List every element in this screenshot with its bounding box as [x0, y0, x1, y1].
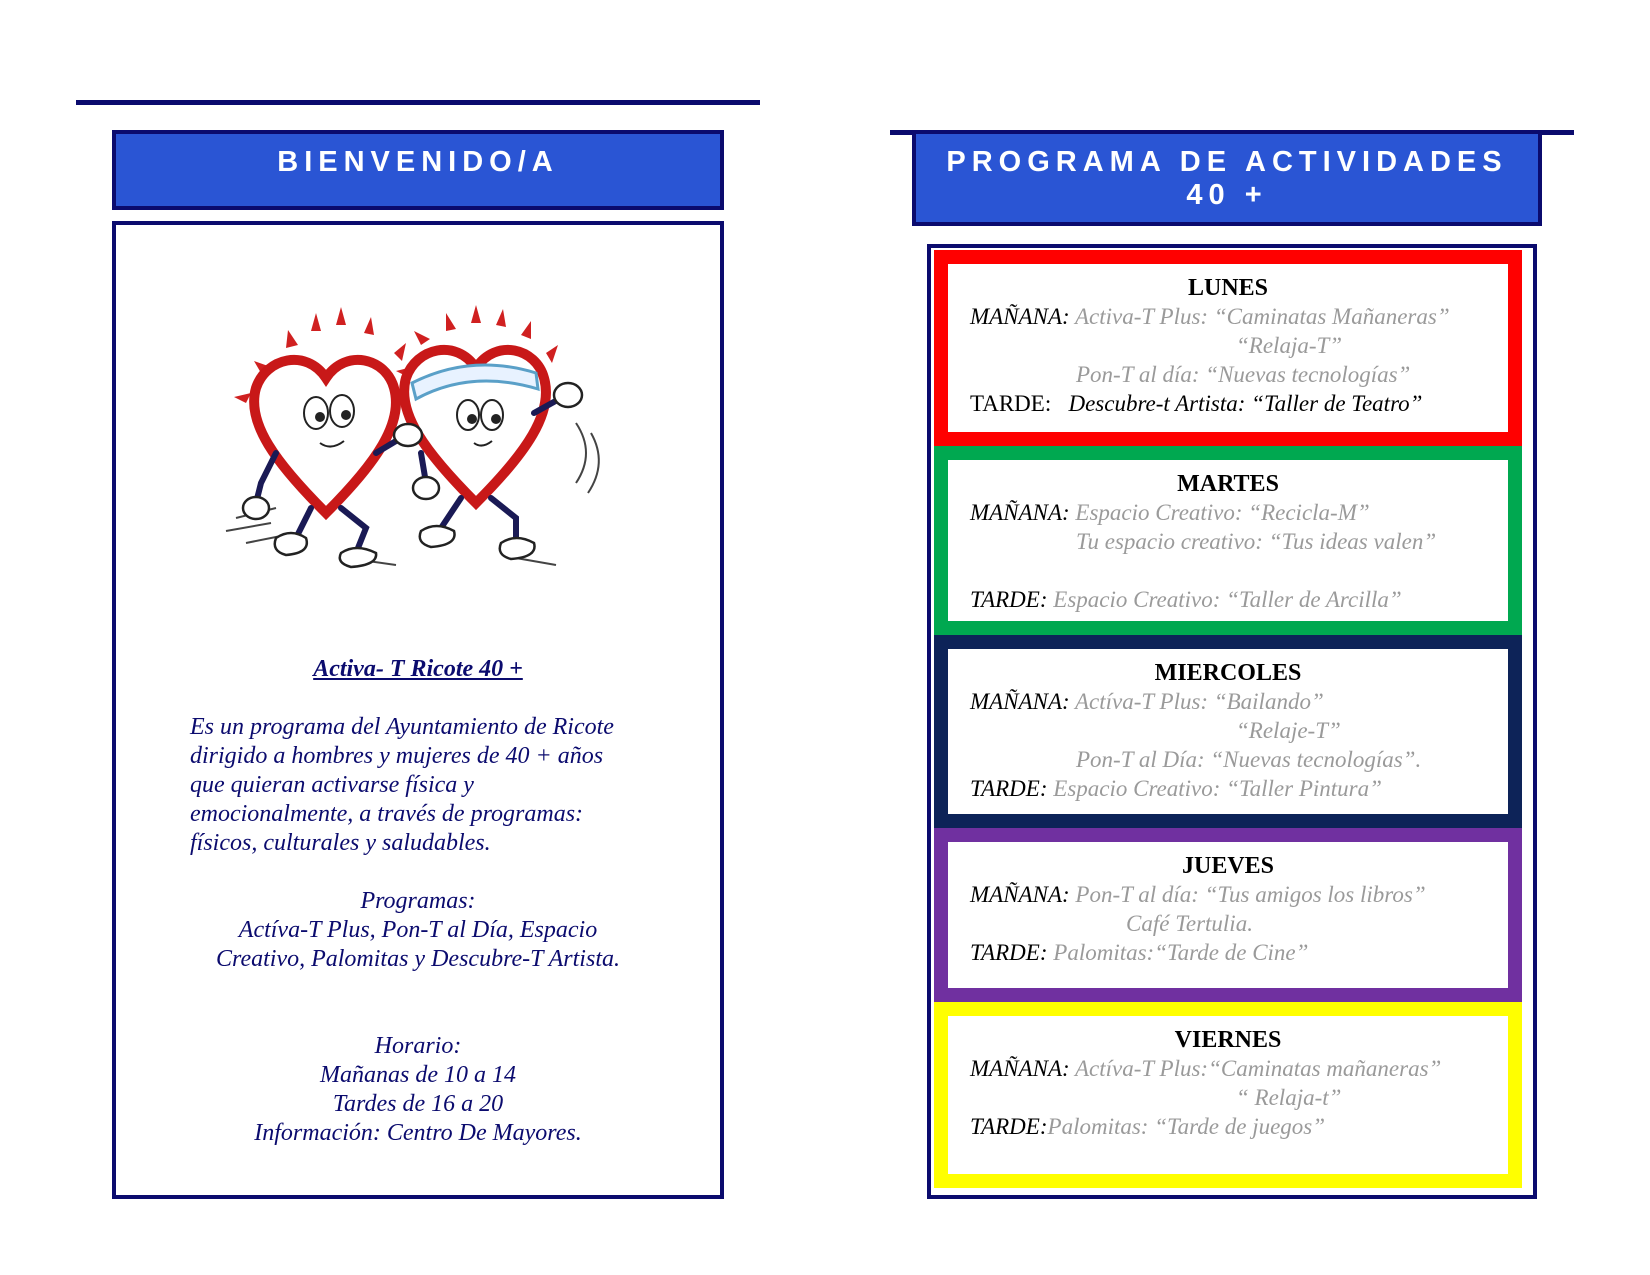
- activities-banner-subtitle: 40 +: [1186, 179, 1268, 211]
- running-hearts-illustration: [216, 303, 616, 593]
- activity-line: [948, 687, 1508, 716]
- program-title: Activa- T Ricote 40 +: [313, 656, 523, 682]
- activities-banner: [912, 130, 1542, 226]
- intro-text: [116, 655, 720, 1148]
- activity-text: Espacio Creativo: “Taller de Arcilla”: [1047, 587, 1402, 612]
- activities-banner-title: PROGRAMA DE ACTIVIDADES: [946, 146, 1508, 178]
- time-label: TARDE:: [970, 1114, 1048, 1139]
- schedule-heading: Horario:: [374, 1033, 462, 1059]
- activity-line: [948, 1112, 1508, 1141]
- description-line: emocionalmente, a través de programas:: [190, 801, 584, 827]
- activity-line: [948, 389, 1508, 418]
- programs-heading: Programas:: [360, 888, 476, 914]
- activity-line: [948, 880, 1508, 909]
- intro-frame: [112, 221, 724, 1199]
- top-rule-left: [76, 100, 760, 105]
- activity-line: [948, 302, 1508, 331]
- day-name: VIERNES: [1174, 1027, 1282, 1053]
- activity-line: [948, 774, 1508, 803]
- time-label: TARDE:: [970, 587, 1048, 612]
- activity-spacer: [948, 556, 1508, 585]
- activity-line: Pon-T al Día: “Nuevas tecnologías”.: [1076, 747, 1422, 772]
- programs-line: Actíva-T Plus, Pon-T al Día, Espacio: [238, 917, 598, 943]
- day-name: MIERCOLES: [1154, 660, 1302, 686]
- schedule-info: [116, 1032, 720, 1148]
- activity-text: Espacio Creativo: “Recicla-M”: [1069, 500, 1370, 525]
- activity-text: Activa-T Plus: “Caminatas Mañaneras”: [1069, 304, 1450, 329]
- description-line: dirigido a hombres y mujeres de 40 + años: [190, 743, 604, 769]
- activity-line: Café Tertulia.: [1126, 911, 1253, 936]
- time-label: TARDE:: [970, 391, 1052, 416]
- time-label: MAÑANA:: [970, 304, 1070, 329]
- day-card-lunes: [934, 250, 1522, 446]
- day-card-jueves: [934, 828, 1522, 1002]
- activity-line: “Relaje-T”: [1236, 718, 1341, 743]
- welcome-banner: [112, 130, 724, 210]
- time-label: TARDE:: [970, 776, 1048, 801]
- time-label: MAÑANA:: [970, 1056, 1070, 1081]
- activity-line: [948, 498, 1508, 527]
- activity-line: Tu espacio creativo: “Tus ideas valen”: [1076, 529, 1437, 554]
- program-description: [116, 713, 720, 858]
- day-name: JUEVES: [1181, 853, 1275, 879]
- activity-text: Palomitas: “Tarde de juegos”: [1047, 1114, 1326, 1139]
- welcome-banner-text: BIENVENIDO/A: [277, 146, 559, 178]
- day-card-martes: [934, 446, 1522, 635]
- activity-text: Actíva-T Plus:“Caminatas mañaneras”: [1069, 1056, 1442, 1081]
- programs-line: Creativo, Palomitas y Descubre-T Artista.: [216, 946, 620, 972]
- time-label: MAÑANA:: [970, 882, 1070, 907]
- activity-line: [948, 1054, 1508, 1083]
- schedule-line: Información: Centro De Mayores.: [254, 1120, 582, 1146]
- time-label: MAÑANA:: [970, 689, 1070, 714]
- day-name: LUNES: [1187, 275, 1269, 301]
- day-name: MARTES: [1177, 471, 1279, 497]
- activity-line: “ Relaja-t”: [1236, 1085, 1342, 1110]
- activity-text: Espacio Creativo: “Taller Pintura”: [1047, 776, 1382, 801]
- activity-text: Descubre-t Artista: “Taller de Teatro”: [1068, 391, 1423, 416]
- description-line: físicos, culturales y saludables.: [190, 830, 491, 856]
- schedule-line: Tardes de 16 a 20: [332, 1091, 504, 1117]
- schedule-line: Mañanas de 10 a 14: [320, 1062, 516, 1088]
- activity-line: “Relaja-T”: [1236, 333, 1343, 358]
- activity-text: Actíva-T Plus: “Bailando”: [1069, 689, 1324, 714]
- time-label: TARDE:: [970, 940, 1048, 965]
- time-label: MAÑANA:: [970, 500, 1070, 525]
- description-line: Es un programa del Ayuntamiento de Ricote: [190, 714, 614, 740]
- programs-list: [116, 887, 720, 974]
- activity-text: Palomitas:“Tarde de Cine”: [1047, 940, 1309, 965]
- activity-line: [948, 938, 1508, 967]
- description-line: que quieran activarse física y: [190, 772, 474, 798]
- activity-line: Pon-T al día: “Nuevas tecnologías”: [1076, 362, 1411, 387]
- activity-text: Pon-T al día: “Tus amigos los libros”: [1069, 882, 1426, 907]
- activity-line: [948, 585, 1508, 614]
- day-card-viernes: [934, 1002, 1522, 1188]
- day-card-miercoles: [934, 635, 1522, 828]
